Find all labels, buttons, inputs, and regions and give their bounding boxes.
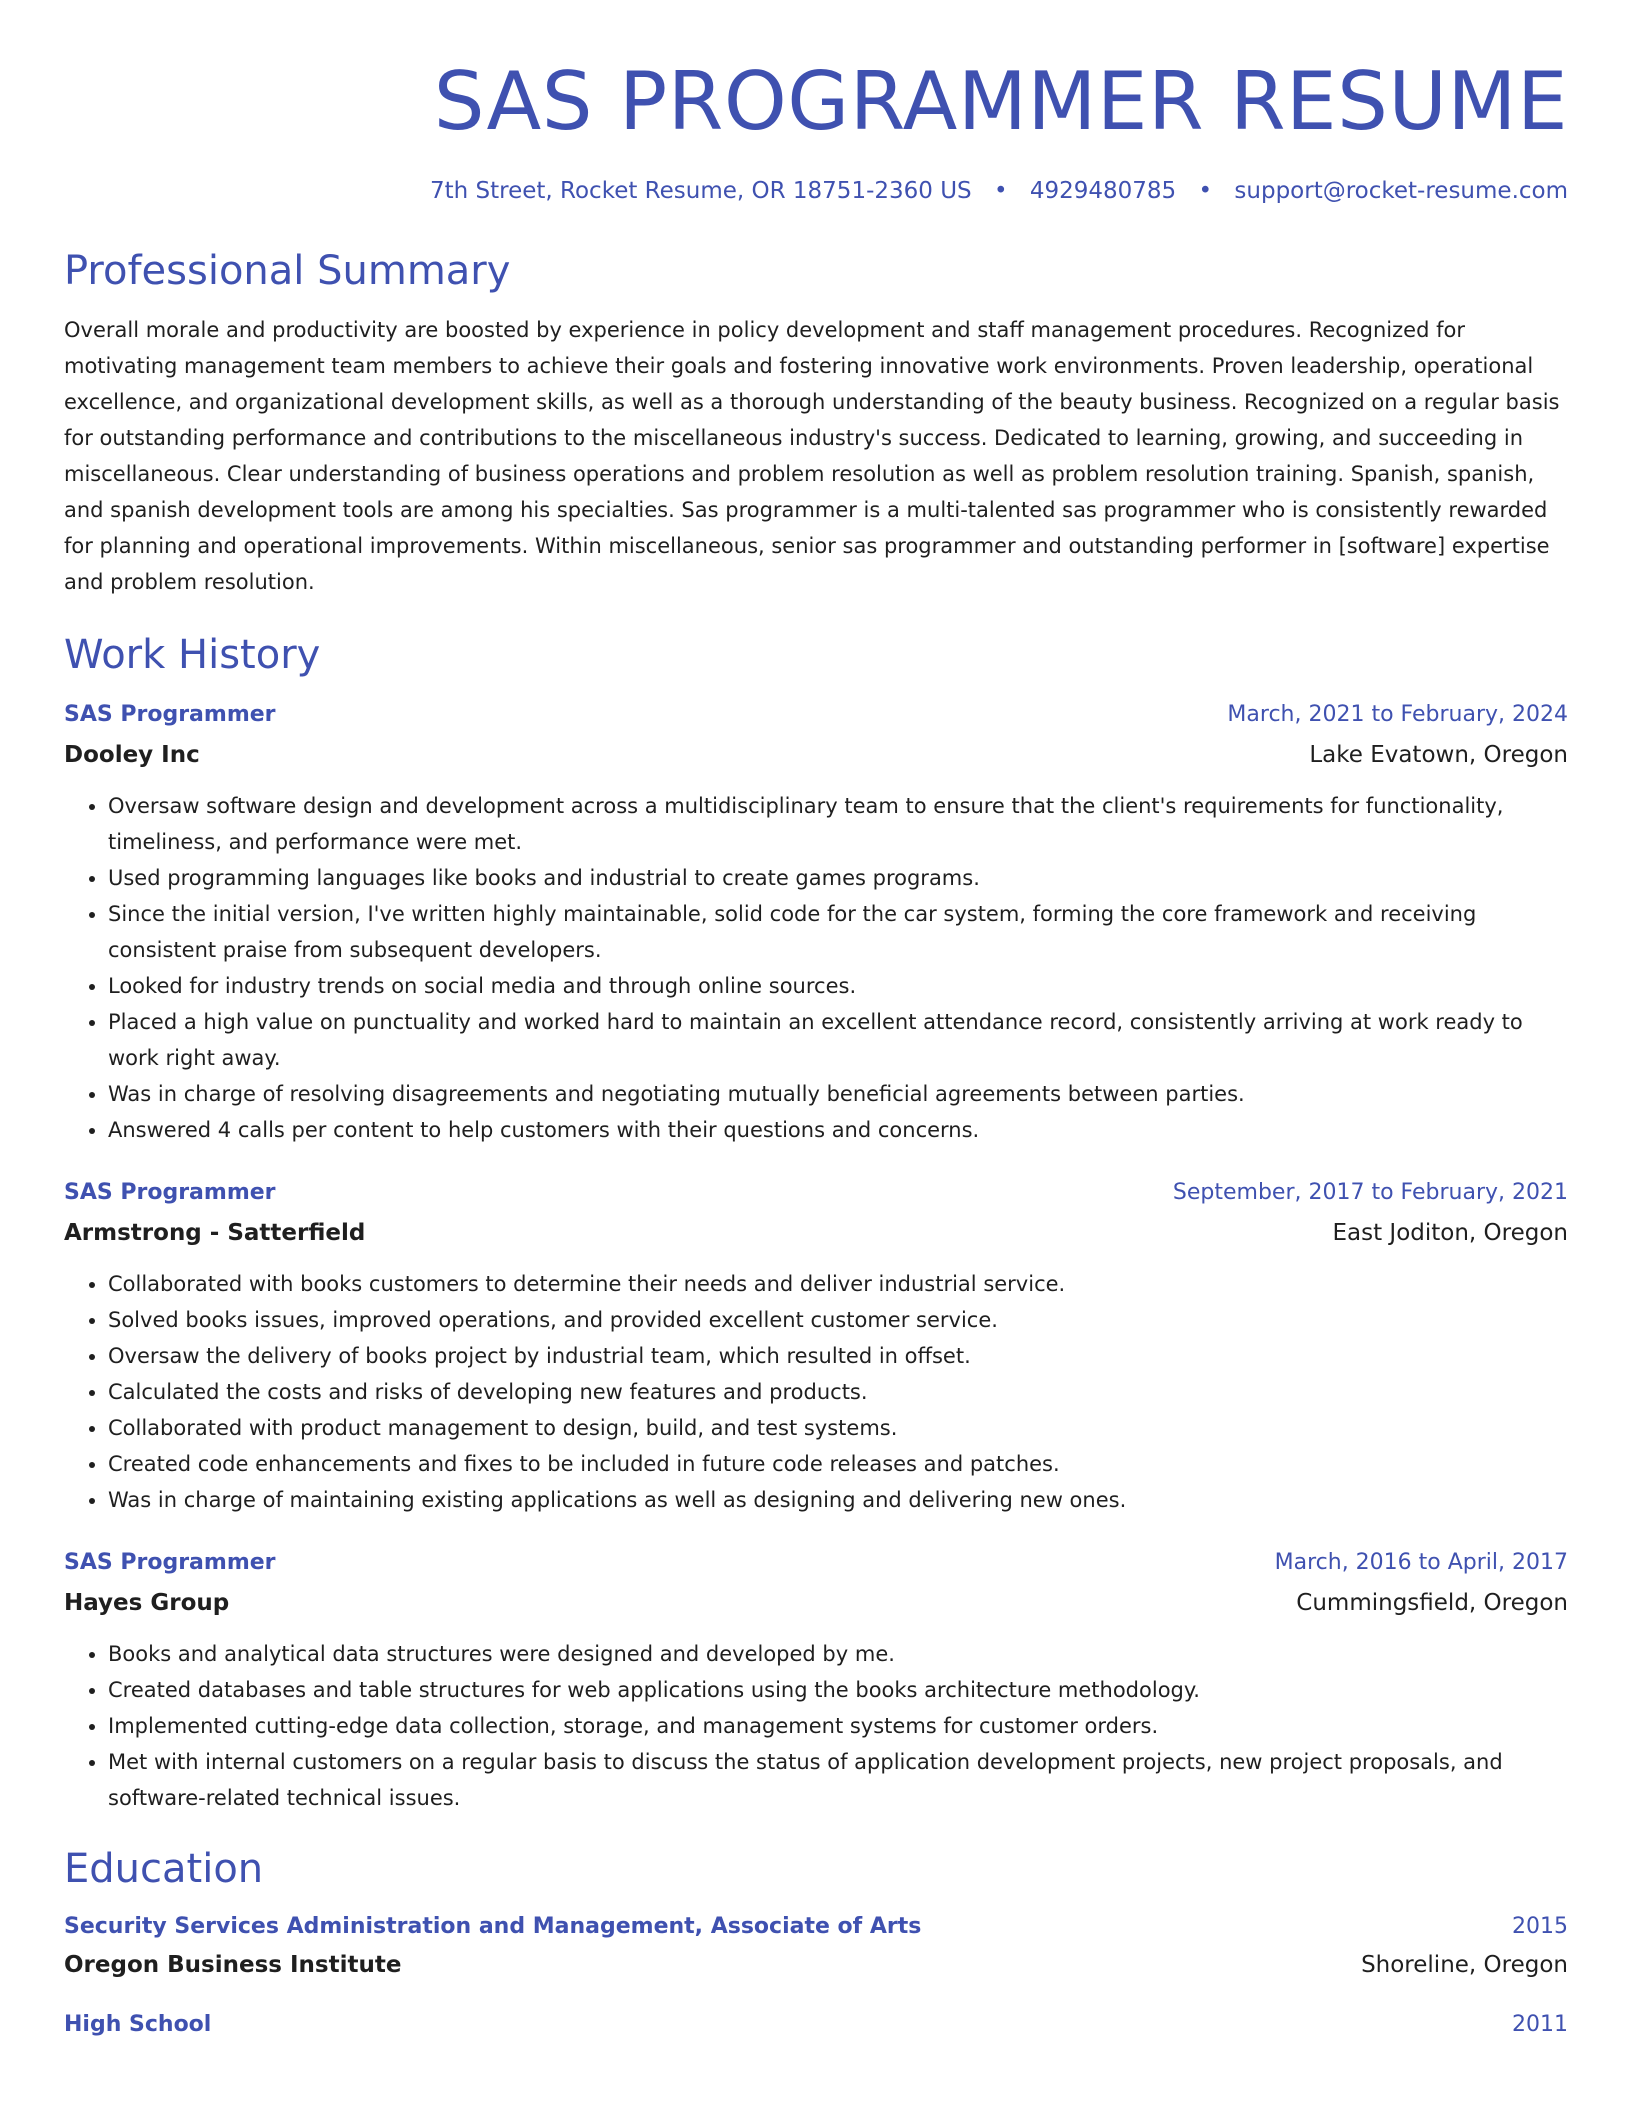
company-name: Dooley Inc (64, 742, 200, 768)
job-bullets (64, 1266, 1568, 1518)
bullet-item: • Used programming languages like books and industrial to create games programs. (108, 860, 1568, 896)
education-entry (64, 2010, 1568, 2040)
work-history-heading: Work History (64, 632, 321, 678)
email-text: support@rocket-resume.com (1234, 178, 1568, 204)
separator-dot: • (1198, 178, 1213, 204)
job-dates: September, 2017 to February, 2021 (1172, 1180, 1568, 1205)
bullet-item: • Was in charge of resolving disagreements and negotiating mutually beneficial agreements between parties. (108, 1076, 1568, 1112)
bullet-item: • Met with internal customers on a regular basis to discuss the status of application development projects, new project proposals, and software-related technical issues. (108, 1744, 1568, 1816)
summary-heading: Professional Summary (64, 248, 511, 294)
job-title: SAS Programmer (64, 702, 276, 727)
bullet-item: • Implemented cutting-edge data collection, storage, and management systems for customer orders. (108, 1708, 1568, 1744)
job-location: Cummingsfield, Oregon (1296, 1590, 1568, 1616)
bullet-item: • Calculated the costs and risks of developing new features and products. (108, 1374, 1568, 1410)
job-location: Lake Evatown, Oregon (1309, 742, 1568, 768)
bullet-item: • Answered 4 calls per content to help customers with their questions and concerns. (108, 1112, 1568, 1148)
job-bullets (64, 788, 1568, 1148)
summary-text: Overall morale and productivity are boosted by experience in policy development and staff management procedures. Recognized for motivating management team members to achieve their goals and fostering innovative work environments. Proven leadership, operational excellence, and organizational development skills, as well as a thorough understanding of the beauty business. Recognized on a regular basis for outstanding performance and contributions to the miscellaneous industry's success. Dedicated to learning, growing, and succeeding in miscellaneous. Clear understanding of business operations and problem resolution as well as problem resolution training. Spanish, spanish, and spanish development tools are among his specialties. Sas programmer is a multi-talented sas programmer who is consistently rewarded for planning and operational improvements. Within miscellaneous, senior sas programmer and outstanding performer in [software] expertise and problem resolution. (64, 318, 1560, 594)
contact-line (64, 176, 1568, 206)
address-text: 7th Street, Rocket Resume, OR 18751-2360 US (429, 178, 972, 204)
bullet-item: • Since the initial version, I've written highly maintainable, solid code for the car system, forming the core framework and receiving consistent praise from subsequent developers. (108, 896, 1568, 968)
phone-text: 4929480785 (1029, 178, 1177, 204)
bullet-item: • Was in charge of maintaining existing applications as well as designing and delivering new ones. (108, 1482, 1568, 1518)
school-location: Shoreline, Oregon (1361, 1952, 1568, 1978)
job-dates: March, 2021 to February, 2024 (1227, 702, 1568, 727)
bullet-item: • Oversaw software design and development across a multidisciplinary team to ensure that the client's requirements for functionality, timeliness, and performance were met. (108, 788, 1568, 860)
resume-header (64, 0, 1568, 206)
bullet-item: • Placed a high value on punctuality and worked hard to maintain an excellent attendance record, consistently arriving at work ready to work right away. (108, 1004, 1568, 1076)
education-year: 2015 (1512, 1914, 1568, 1939)
separator-dot: • (993, 178, 1008, 204)
bullet-item: • Created code enhancements and fixes to be included in future code releases and patches. (108, 1446, 1568, 1482)
bullet-item: • Collaborated with books customers to determine their needs and deliver industrial service. (108, 1266, 1568, 1302)
page-title: SAS PROGRAMMER RESUME (433, 55, 1568, 148)
job-title: SAS Programmer (64, 1180, 276, 1205)
education-year: 2011 (1512, 2012, 1568, 2037)
education-entry (64, 1912, 1568, 1980)
job-bullets (64, 1636, 1568, 1816)
job-entry (64, 1178, 1568, 1518)
degree-name: Security Services Administration and Management, Associate of Arts (64, 1914, 922, 1939)
bullet-item: • Oversaw the delivery of books project by industrial team, which resulted in offset. (108, 1338, 1568, 1374)
job-entry (64, 1548, 1568, 1816)
job-entry (64, 700, 1568, 1148)
bullet-item: • Collaborated with product management to design, build, and test systems. (108, 1410, 1568, 1446)
company-name: Hayes Group (64, 1590, 230, 1616)
bullet-item: • Books and analytical data structures were designed and developed by me. (108, 1636, 1568, 1672)
job-dates: March, 2016 to April, 2017 (1274, 1550, 1568, 1575)
bullet-item: • Created databases and table structures for web applications using the books architecture methodology. (108, 1672, 1568, 1708)
school-name: Oregon Business Institute (64, 1952, 402, 1978)
education-heading: Education (64, 1846, 264, 1892)
degree-name: High School (64, 2012, 212, 2037)
job-location: East Joditon, Oregon (1332, 1220, 1568, 1246)
bullet-item: • Solved books issues, improved operations, and provided excellent customer service. (108, 1302, 1568, 1338)
bullet-item: • Looked for industry trends on social media and through online sources. (108, 968, 1568, 1004)
company-name: Armstrong - Satterfield (64, 1220, 366, 1246)
job-title: SAS Programmer (64, 1550, 276, 1575)
